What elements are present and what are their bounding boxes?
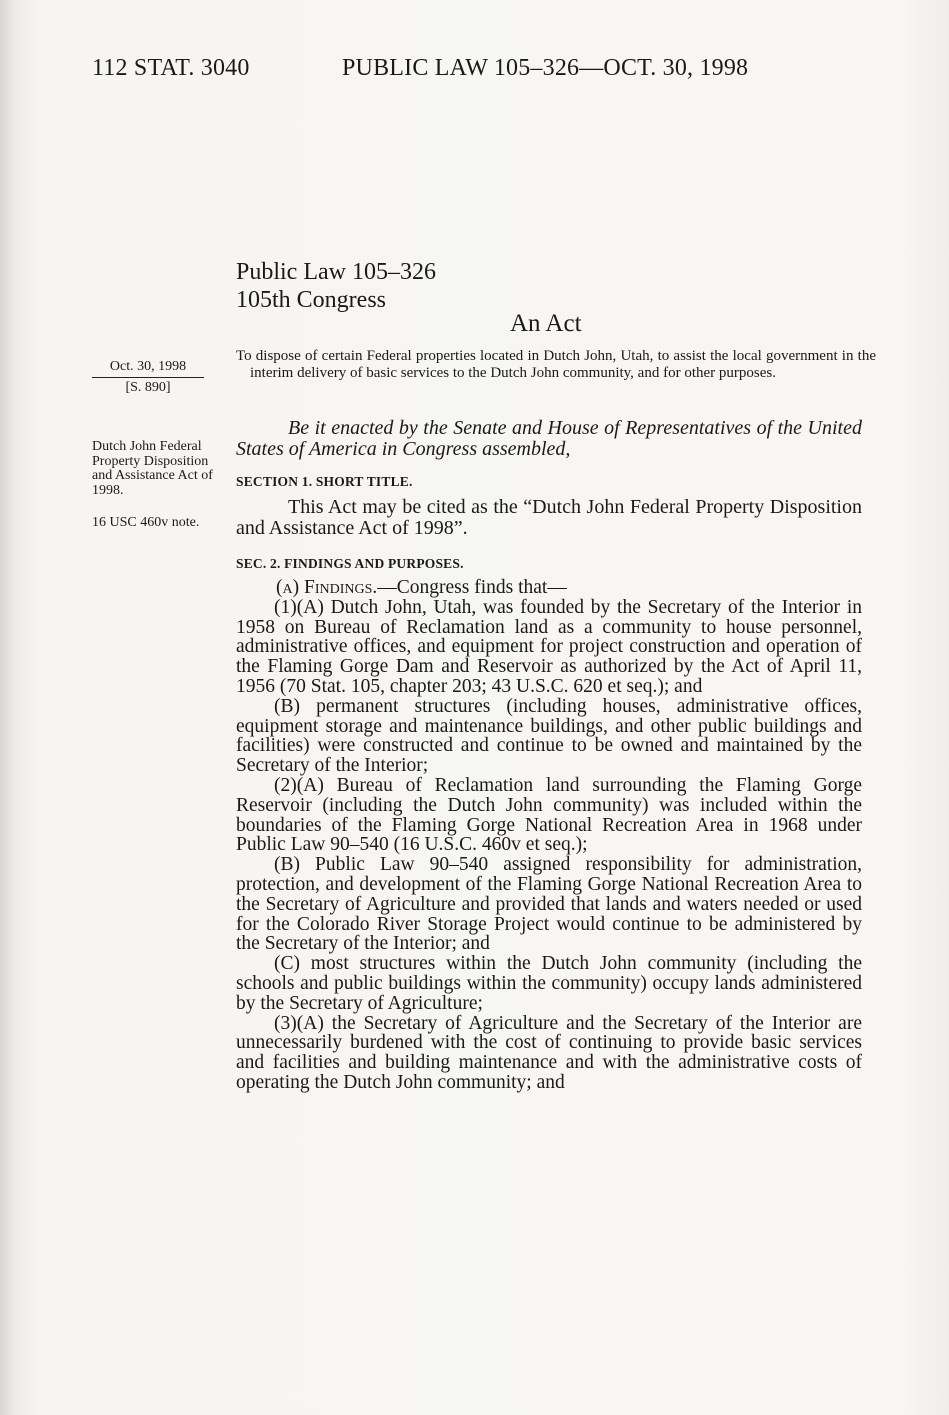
running-head xyxy=(92,55,748,82)
enacting-clause: Be it enacted by the Senate and House of Representatives of the United States of America in Congress assembled, xyxy=(236,417,862,460)
margin-date-note xyxy=(92,360,204,395)
margin-usc-note: 16 USC 460v note. xyxy=(92,515,200,530)
header-title: PUBLIC LAW 105–326—OCT. 30, 1998 xyxy=(342,55,749,81)
findings-intro-line xyxy=(236,578,862,598)
finding-paragraph: (2)(A) Bureau of Reclamation land surrounding the Flaming Gorge Reservoir (including the Dutch John community) was included within the boundaries of the Flaming Gorge National Recreation Area in 1968 under Public Law 90–540 (16 U.S.C. 460v et seq.); xyxy=(236,774,862,856)
section2-heading: SEC. 2. FINDINGS AND PURPOSES. xyxy=(236,556,464,571)
purpose-clause: To dispose of certain Federal properties located in Dutch John, Utah, to assist the local government in the interim delivery of basic services to the Dutch John community, and for other purposes. xyxy=(236,348,876,381)
findings-body xyxy=(236,578,862,1093)
finding-paragraph: (C) most structures within the Dutch John community (including the schools and public buildings within the community) occupy lands administered by the Secretary of Agriculture; xyxy=(236,953,862,1014)
law-title-block xyxy=(236,258,436,314)
page-number: 112 STAT. 3040 xyxy=(92,55,250,81)
act-heading: An Act xyxy=(510,310,582,337)
congress-number: 105th Congress xyxy=(236,287,386,313)
finding-paragraph: (1)(A) Dutch John, Utah, was founded by the Secretary of the Interior in 1958 on Bureau of Reclamation land as a community to house personnel, administrative offices, and equipment for project construction and operation of the Flaming Gorge Dam and Reservoir as authorized by the Act of April 11, 1956 (70 Stat. 105, chapter 203; 43 U.S.C. 620 et seq.); and xyxy=(236,596,862,697)
margin-short-title-note: Dutch John Federal Property Disposition and Assistance Act of 1998. xyxy=(92,439,213,498)
finding-paragraph: (3)(A) the Secretary of Agriculture and the Secretary of the Interior are unnecessarily burdened with the cost of continuing to provide basic services and facilities and building maintenance and with the administrative costs of operating the Dutch John community; and xyxy=(236,1012,862,1093)
finding-paragraph: (B) permanent structures (including houses, administrative offices, equipment storage and maintenance buildings, and other public buildings and facilities) were constructed and continue to be owned and maintained by the Secretary of the Interior; xyxy=(236,695,862,777)
finding-paragraph: (B) Public Law 90–540 assigned responsibility for administration, protection, and development of the Flaming Gorge National Recreation Area to the Secretary of Agriculture and provided that lands and waters needed or used for the Colorado River Storage Project would continue to be administered by the Secretary of the Interior; and xyxy=(236,854,862,955)
section1-text: This Act may be cited as the “Dutch John Federal Property Disposition and Assistance Act of 1998”. xyxy=(236,496,862,539)
enactment-date: Oct. 30, 1998 xyxy=(92,360,204,378)
law-number: Public Law 105–326 xyxy=(236,259,436,285)
bill-number: [S. 890] xyxy=(125,379,171,395)
findings-intro: —Congress finds that— xyxy=(377,577,567,598)
section1-heading: SECTION 1. SHORT TITLE. xyxy=(236,474,413,489)
findings-label: (a) Findings. xyxy=(276,577,378,598)
